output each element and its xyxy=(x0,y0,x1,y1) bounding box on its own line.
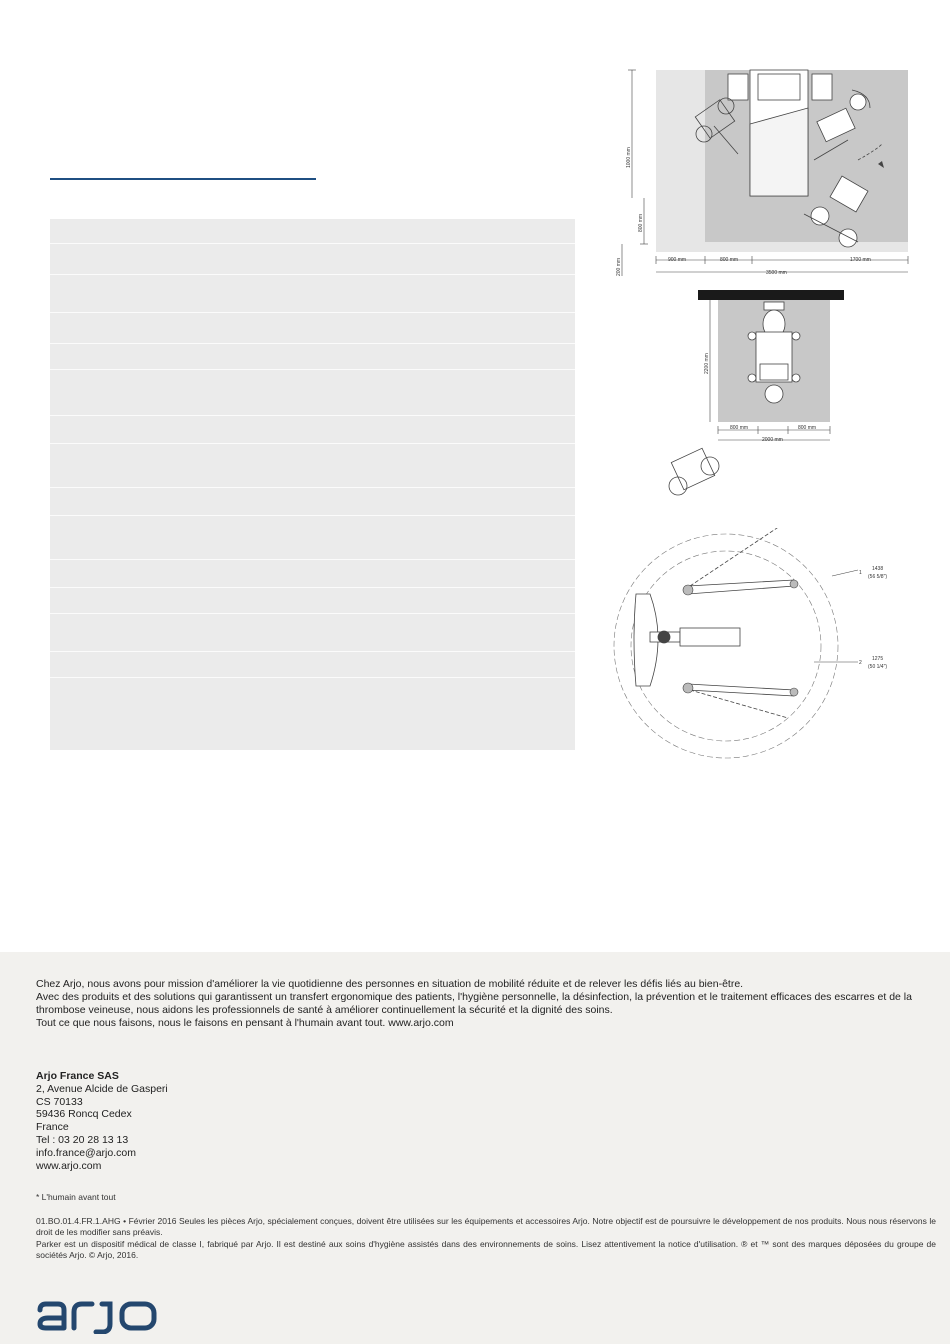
company-address xyxy=(36,1070,168,1172)
address-line: France xyxy=(36,1121,69,1134)
wall xyxy=(698,290,844,300)
bedside-cabinet xyxy=(812,74,832,100)
table-row xyxy=(50,243,575,244)
table-row xyxy=(50,613,575,614)
company-name: Arjo France SAS xyxy=(36,1070,119,1082)
callout-1-number: 1 xyxy=(859,570,862,576)
table-row xyxy=(50,677,575,678)
table-row xyxy=(50,651,575,652)
dim-label-width-1: 900 mm xyxy=(668,257,687,263)
room-layout-diagram xyxy=(608,64,912,278)
title-underline xyxy=(50,178,316,180)
address-line: 2, Avenue Alcide de Gasperi xyxy=(36,1082,168,1095)
dim-label-height: 2200 mm xyxy=(704,353,710,374)
arjo-logo xyxy=(36,1298,160,1334)
legal-notice xyxy=(36,1216,936,1262)
address-line: 59436 Roncq Cedex xyxy=(36,1108,132,1121)
legal-line: Parker est un dispositif médical de classe I, fabriqué par Arjo. Il est destiné aux soins d'hygiène assistés dans des environnements de soins. Lisez attentivement la notice d'utilisation. ® et ™ sont des marques déposées du groupe de sociétés Arjo. © Arjo, 2016. xyxy=(36,1238,936,1261)
table-row xyxy=(50,487,575,488)
table-row xyxy=(50,443,575,444)
table-row xyxy=(50,559,575,560)
dim-label-total: 3500 mm xyxy=(766,270,787,276)
dim-label-total: 2000 mm xyxy=(762,437,783,443)
lift-base xyxy=(688,528,794,718)
dim-label-height-1: 1000 mm xyxy=(626,147,632,168)
spec-table xyxy=(50,219,575,750)
phone: Tel : 03 20 28 13 13 xyxy=(36,1133,129,1146)
wheelchair xyxy=(669,448,719,495)
mission-line: Avec des produits et des solutions qui garantissent un transfert ergonomique des patients, l'hygiène personnelle, la désinfection, la prévention et le traitement efficaces des escarres et de la thrombose veineuse, nous aidons les professionnels de santé à améliorer continuellement la sécurité et la dignité des soins. xyxy=(36,991,912,1016)
mission-line: Tout ce que nous faisons, nous le faisons en pensant à l'humain avant tout. www.arjo.com xyxy=(36,1017,454,1029)
table-row xyxy=(50,587,575,588)
toilet-layout-diagram xyxy=(660,290,850,508)
dim-label-width-1: 800 mm xyxy=(730,425,749,431)
dim-label-width-2: 800 mm xyxy=(720,257,739,263)
mission-statement xyxy=(36,978,936,1030)
lift-seat xyxy=(634,594,740,686)
bedside-cabinet xyxy=(728,74,748,100)
dim-label-width-2: 800 mm xyxy=(798,425,817,431)
table-row xyxy=(50,274,575,275)
legal-line: 01.BO.01.4.FR.1.AHG • Février 2016 Seules les pièces Arjo, spécialement conçues, doivent être utilisées sur les équipements et accessoires Arjo. Notre objectif est de poursuivre le développement de nos produits. Nous nous réservons le droit de les modifier sans préavis. xyxy=(36,1216,936,1238)
callout-1-mm: 1438 xyxy=(872,566,884,572)
callout-2-number: 2 xyxy=(859,660,862,666)
table-row xyxy=(50,515,575,516)
mission-line: Chez Arjo, nous avons pour mission d'améliorer la vie quotidienne des personnes en situation de mobilité réduite et de relever les défis liés au bien-être. xyxy=(36,978,744,990)
table-row xyxy=(50,415,575,416)
bed xyxy=(750,70,808,196)
table-row xyxy=(50,343,575,344)
dim-label-height-2: 800 mm xyxy=(638,213,644,232)
address-line: CS 70133 xyxy=(36,1095,83,1108)
callout-2-inches: (50 1/4") xyxy=(868,664,888,670)
dim-label-width-3: 1700 mm xyxy=(850,257,871,263)
callout-2-mm: 1275 xyxy=(872,656,884,662)
tagline: * L'humain avant tout xyxy=(36,1192,116,1202)
website-link[interactable]: www.arjo.com xyxy=(36,1159,102,1172)
table-row xyxy=(50,369,575,370)
turning-circle-diagram xyxy=(610,528,922,764)
email-link[interactable]: info.france@arjo.com xyxy=(36,1146,136,1159)
callout-1-inches: (56 5/8") xyxy=(868,574,888,580)
dim-label-height-3: 200 mm xyxy=(616,257,622,276)
table-row xyxy=(50,312,575,313)
